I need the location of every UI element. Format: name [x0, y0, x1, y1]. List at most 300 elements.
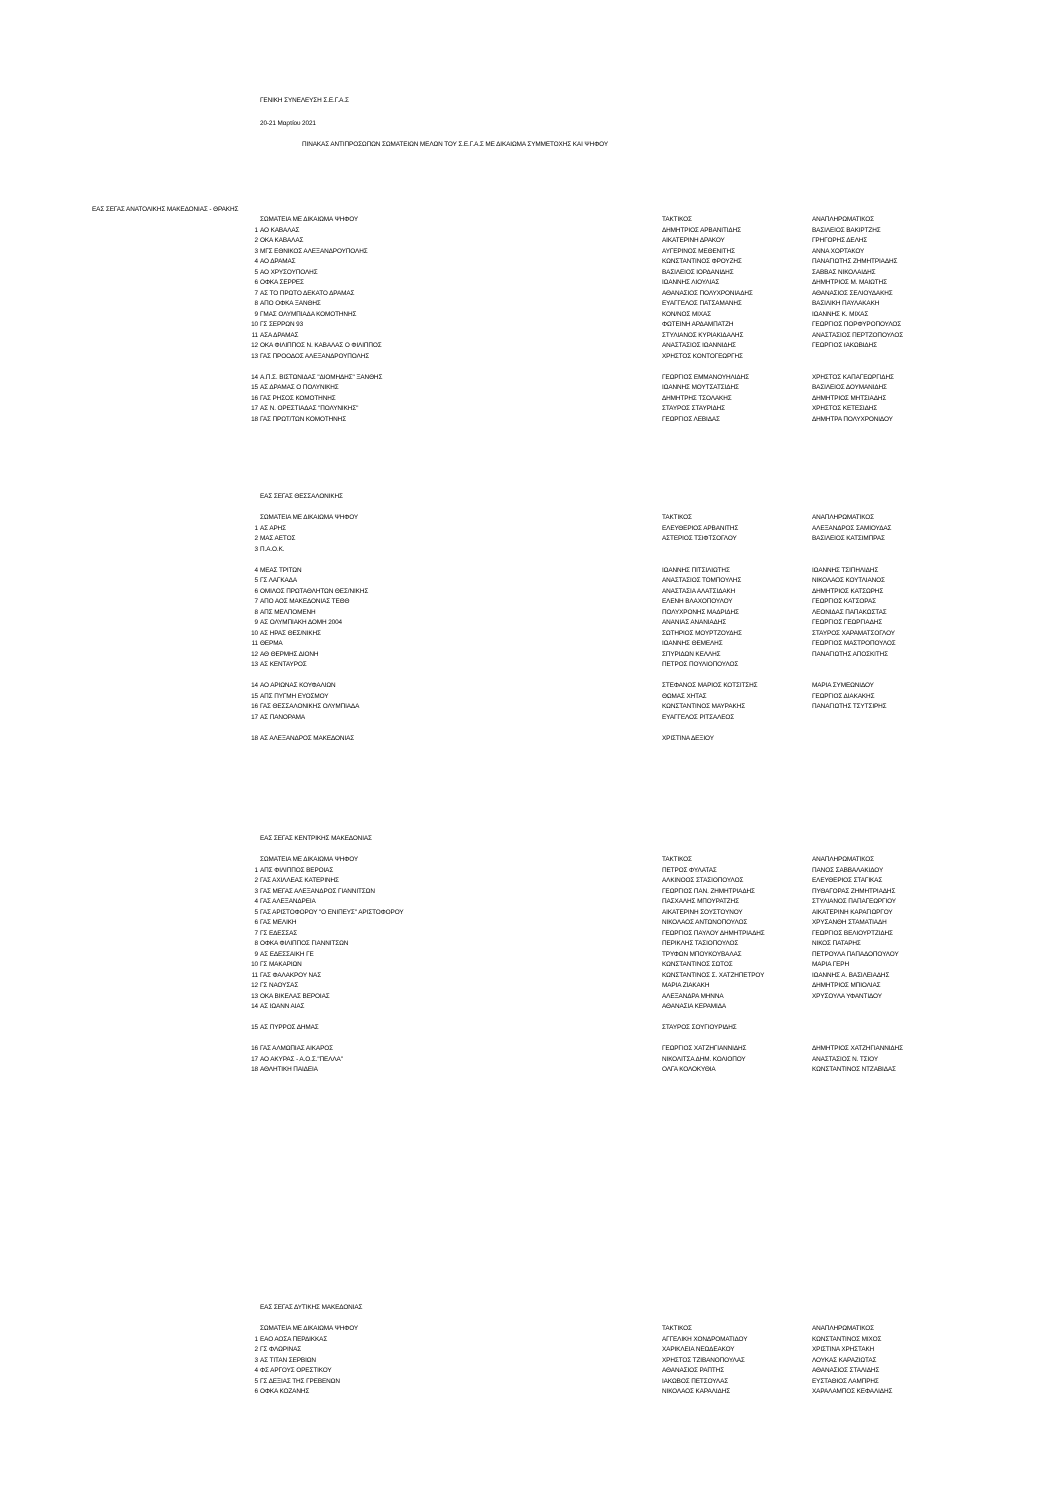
row-number: 1	[254, 524, 258, 532]
table-row	[0, 1358, 1058, 1367]
column-header-club: ΣΩΜΑΤΕΙΑ ΜΕ ΔΙΚΑΙΩΜΑ ΨΗΦΟΥ	[260, 514, 359, 521]
representative-name: ΕΥΑΓΓΕΛΟΣ ΡΙΤΣΑΛΕΟΣ	[662, 713, 735, 721]
alternate-name: ΣΑΒΒΑΣ ΝΙΚΟΛΑΙΔΗΣ	[812, 268, 876, 276]
table-row	[0, 652, 1058, 661]
representative-name: ΓΕΩΡΓΙΟΣ ΠΑΥΛΟΥ ΔΗΜΗΤΡΙΑΔΗΣ	[662, 929, 765, 937]
table-row	[0, 406, 1058, 415]
representative-name: ΕΛΕΝΗ ΒΛΑΧΟΠΟΥΛΟΥ	[662, 598, 733, 605]
table-row	[0, 228, 1058, 237]
representative-name: ΑΓΓΕΛΙΚΗ ΧΟΝΔΡΟΜΑΤΙΔΟΥ	[662, 1335, 748, 1343]
club-name: ΓΑΣ ΡΗΣΟΣ ΚΟΜΟΤΗΝΗΣ	[260, 394, 336, 402]
row-number: 6	[254, 587, 258, 595]
club-name: ΦΣ ΑΡΓΟΥΣ ΟΡΕΣΤΙΚΟΥ	[260, 1367, 332, 1374]
table-row	[0, 1379, 1058, 1388]
row-number: 13	[251, 992, 258, 1000]
club-name: ΑΟ ΑΡΙΩΝΑΣ ΚΟΥΦΑΛΙΩΝ	[260, 682, 336, 689]
table-row	[0, 280, 1058, 289]
row-number: 17	[251, 405, 258, 412]
row-number: 9	[254, 950, 258, 958]
table-row	[0, 270, 1058, 279]
club-name: ΟΚΑ ΒΙΚΕΛΑΣ ΒΕΡΟΙΑΣ	[260, 992, 330, 1000]
club-name: ΑΣ ΑΛΕΞΑΝΔΡΟΣ ΜΑΚΕΔΟΝΙΑΣ	[260, 734, 355, 742]
table-row	[0, 578, 1058, 587]
club-name: ΑΣ ΤΙΤΑΝ ΣΕΡΒΙΩΝ	[260, 1356, 316, 1364]
alternate-name: ΕΛΕΥΘΕΡΙΟΣ ΣΤΑΓΙΚΑΣ	[812, 877, 883, 884]
alternate-name: ΙΩΑΝΝΗΣ Α. ΒΑΣΙΛΕΙΑΔΗΣ	[812, 971, 890, 979]
row-number: 16	[251, 1045, 258, 1052]
alternate-name: ΒΑΣΙΛΙΚΗ ΠΑΥΛΑΚΑΚΗ	[812, 300, 880, 307]
row-number: 8	[254, 300, 258, 307]
row-number: 3	[254, 887, 258, 895]
alternate-name: ΑΘΑΝΑΣΙΟΣ ΣΕΛΙΟΥΔΑΚΗΣ	[812, 289, 893, 297]
representative-name: ΓΕΩΡΓΙΟΣ ΕΜΜΑΝΟΥΗΛΙΔΗΣ	[662, 373, 749, 381]
table-row	[0, 568, 1058, 577]
club-name: ΓΣ ΝΑΟΥΣΑΣ	[260, 982, 299, 989]
column-header-rep: ΤΑΚΤΙΚΟΣ	[662, 856, 692, 863]
club-name: ΕΑΟ ΑΟΣΑ ΠΕΡΔΙΚΚΑΣ	[260, 1335, 328, 1343]
row-number: 4	[254, 1367, 258, 1374]
row-number: 6	[254, 279, 258, 286]
row-number: 5	[254, 1377, 258, 1385]
club-name: ΓΣ ΦΛΩΡΙΝΑΣ	[260, 1346, 302, 1353]
row-number: 9	[254, 619, 258, 626]
alternate-name: ΝΙΚΟΛΑΟΣ ΚΟΥΤΛΙΑΝΟΣ	[812, 577, 885, 584]
alternate-name: ΓΕΩΡΓΙΟΣ ΠΟΡΦΥΡΟΠΟΥΛΟΣ	[812, 321, 902, 328]
representative-name: ΠΑΣΧΑΛΗΣ ΜΠΟΥΡΑΤΖΗΣ	[662, 898, 739, 905]
representative-name: ΣΩΤΗΡΙΟΣ ΜΟΥΡΤΖΟΥΔΗΣ	[662, 629, 742, 637]
club-name: ΑΟ ΑΚΥΡΑΣ - Α.Ο.Σ."ΠΕΛΛΑ"	[260, 1055, 343, 1063]
row-number: 13	[251, 352, 258, 360]
table-row	[0, 1004, 1058, 1013]
representative-name: ΙΩΑΝΝΗΣ ΜΟΥΤΣΑΤΣΙΔΗΣ	[662, 384, 739, 391]
row-number: 8	[254, 608, 258, 616]
table-row	[0, 1057, 1058, 1066]
table-row	[0, 249, 1058, 258]
row-number: 13	[251, 661, 258, 668]
table-row	[0, 1389, 1058, 1398]
table-row	[0, 301, 1058, 310]
representative-name: ΤΡΥΦΩΝ ΜΠΟΥΚΟΥΒΑΛΑΣ	[662, 950, 742, 958]
club-name: ΟΦΚΑ ΣΕΡΡΕΣ	[260, 279, 304, 286]
club-name: ΑΠΟ ΑΟΣ ΜΑΚΕΔΟΝΙΑΣ ΤΕΘΘ	[260, 598, 350, 605]
row-number: 12	[251, 650, 258, 658]
table-row	[0, 396, 1058, 405]
alternate-name: ΔΗΜΗΤΡΙΟΣ ΚΑΤΣΩΡΗΣ	[812, 587, 884, 595]
section-title: ΕΑΣ ΣΕΓΑΣ ΑΝΑΤΟΛΙΚΗΣ ΜΑΚΕΔΟΝΙΑΣ - ΘΡΑΚΗΣ	[92, 206, 239, 213]
representative-name: ΔΗΜΗΤΡΗΣ ΤΣΟΛΑΚΗΣ	[662, 394, 732, 402]
table-row	[0, 952, 1058, 961]
representative-name: ΧΡΗΣΤΟΣ ΚΟΝΤΟΓΕΩΡΓΗΣ	[662, 352, 743, 360]
column-header-rep: ΤΑΚΤΙΚΟΣ	[662, 514, 692, 521]
table-row	[0, 704, 1058, 713]
club-name: ΑΠΣ ΠΥΓΜΗ ΕΥΟΣΜΟΥ	[260, 692, 329, 700]
representative-name: ΔΗΜΗΤΡΙΟΣ ΑΡΒΑΝΙΤΙΔΗΣ	[662, 226, 741, 234]
club-name: ΑΣ Ν. ΟΡΕΣΤΙΑΔΑΣ "ΠΟΛΥΝΙΚΗΣ"	[260, 405, 359, 412]
representative-name: ΒΑΣΙΛΕΙΟΣ ΙΟΡΔΑΝΙΔΗΣ	[662, 268, 734, 276]
table-row	[0, 589, 1058, 598]
row-number: 14	[251, 1003, 258, 1010]
club-name: ΓΣ ΔΕΞΙΑΣ ΤΗΣ ΓΡΕΒΕΝΩΝ	[260, 1377, 340, 1385]
alternate-name: ΑΝΝΑ ΧΟΡΤΑΚΟΥ	[812, 247, 865, 255]
club-name: ΓΣ ΛΑΓΚΑΔΑ	[260, 577, 298, 584]
alternate-name: ΧΡΗΣΤΟΣ ΚΕΤΕΣΙΔΗΣ	[812, 405, 878, 412]
table-row	[0, 599, 1058, 608]
alternate-name: ΧΡΥΣΟΥΛΑ ΥΦΑΝΤΙΔΟΥ	[812, 992, 882, 1000]
club-name: ΓΑΣ ΘΕΣΣΑΛΟΝΙΚΗΣ ΟΛΥΜΠΙΑΔΑ	[260, 703, 360, 710]
table-row	[0, 962, 1058, 971]
row-number: 11	[251, 331, 258, 339]
alternate-name: ΓΡΗΓΟΡΗΣ ΔΕΛΗΣ	[812, 237, 868, 244]
club-name: ΓΑΣ ΜΕΛΙΚΗ	[260, 919, 297, 926]
representative-name: ΝΙΚΟΛΙΤΣΑ ΔΗΜ. ΚΟΛΙΟΠΟΥ	[662, 1055, 746, 1063]
column-header-alt: ΑΝΑΠΛΗΡΩΜΑΤΙΚΟΣ	[812, 216, 874, 223]
club-name: ΑΟ ΧΡΥΣΟΥΠΟΛΗΣ	[260, 268, 318, 276]
row-number: 17	[251, 713, 258, 721]
club-name: ΑΣ ΕΔΕΣΣΑΙΚΗ ΓΕ	[260, 950, 314, 958]
club-name: ΓΜΑΣ ΟΛΥΜΠΙΑΔΑ ΚΟΜΟΤΗΝΗΣ	[260, 310, 357, 318]
club-name: ΑΣ ΟΛΥΜΠΙΑΚΗ ΔΟΜΗ 2004	[260, 619, 343, 626]
column-header-rep: ΤΑΚΤΙΚΟΣ	[662, 216, 692, 223]
representative-name: ΠΟΛΥΧΡΟΝΗΣ ΜΑΔΡΙΔΗΣ	[662, 608, 739, 616]
club-name: ΑΣ ΗΡΑΣ ΘΕΣ/ΝΙΚΗΣ	[260, 629, 321, 637]
club-name: ΓΑΣ ΦΑΛΑΚΡΟΥ ΝΑΣ	[260, 971, 322, 979]
row-number: 2	[254, 237, 258, 244]
representative-name: ΦΩΤΕΙΝΗ ΑΡΔΑΜΠΑΤΖΗ	[662, 321, 734, 328]
alternate-name: ΠΥΘΑΓΟΡΑΣ ΖΗΜΗΤΡΙΑΔΗΣ	[812, 887, 896, 895]
column-header-alt: ΑΝΑΠΛΗΡΩΜΑΤΙΚΟΣ	[812, 856, 874, 863]
alternate-name: ΚΩΝΣΤΑΝΤΙΝΟΣ ΝΤΖΑΒΙΔΑΣ	[812, 1066, 896, 1073]
row-number: 1	[254, 866, 258, 874]
representative-name: ΑΙΚΑΤΕΡΙΝΗ ΣΟΥΣΤΟΥΝΟΥ	[662, 908, 743, 916]
row-number: 1	[254, 226, 258, 234]
representative-name: ΑΝΑΣΤΑΣΙΟΣ ΤΟΜΠΟΥΛΗΣ	[662, 577, 742, 584]
alternate-name: ΠΕΤΡΟΥΛΑ ΠΑΠΑΔΟΠΟΥΛΟΥ	[812, 950, 899, 958]
alternate-name: ΔΗΜΗΤΡΑ ΠΟΛΥΧΡΟΝΙΔΟΥ	[812, 415, 893, 423]
alternate-name: ΚΩΝΣΤΑΝΤΙΝΟΣ ΜΙΧΟΣ	[812, 1335, 882, 1343]
row-number: 6	[254, 919, 258, 926]
alternate-name: ΓΕΩΡΓΙΟΣ ΔΙΑΚΑΚΗΣ	[812, 692, 875, 700]
row-number: 3	[254, 247, 258, 255]
section-title: ΕΑΣ ΣΕΓΑΣ ΚΕΝΤΡΙΚΗΣ ΜΑΚΕΔΟΝΙΑΣ	[260, 835, 372, 842]
row-number: 11	[251, 640, 258, 647]
alternate-name: ΧΡΥΣΑΝΘΗ ΣΤΑΜΑΤΙΑΔΗ	[812, 919, 887, 926]
column-header-row	[0, 1326, 1058, 1335]
table-row	[0, 983, 1058, 992]
table-row	[0, 920, 1058, 929]
alternate-name: ΒΑΣΙΛΕΙΟΣ ΚΑΤΣΙΜΠΡΑΣ	[812, 535, 885, 542]
table-row	[0, 375, 1058, 384]
row-number: 7	[254, 929, 258, 937]
row-number: 10	[251, 961, 258, 968]
table-row	[0, 910, 1058, 919]
representative-name: ΑΝΑΝΙΑΣ ΑΝΑΝΙΑΔΗΣ	[662, 619, 727, 626]
representative-name: ΓΕΩΡΓΙΟΣ ΛΕΒΙΔΑΣ	[662, 415, 720, 423]
club-name: ΓΑΣ ΑΛΕΞΑΝΔΡΕΙΑ	[260, 898, 316, 905]
table-row	[0, 1067, 1058, 1076]
representative-name: ΣΤΑΥΡΟΣ ΣΟΥΓΙΟΥΡΙΔΗΣ	[662, 1024, 737, 1031]
table-row	[0, 526, 1058, 535]
table-row	[0, 878, 1058, 887]
alternate-name: ΛΕΟΝΙΔΑΣ ΠΑΠΑΚΩΣΤΑΣ	[812, 608, 887, 616]
club-name: ΓΑΣ ΜΕΓΑΣ ΑΛΕΞΑΝΔΡΟΣ ΓΙΑΝΝΙΤΣΩΝ	[260, 887, 375, 895]
alternate-name: ΠΑΝΟΣ ΣΑΒΒΑΛΑΚΙΔΟΥ	[812, 866, 884, 874]
row-number: 5	[254, 268, 258, 276]
alternate-name: ΜΑΡΙΑ ΣΥΜΕΩΝΙΔΟΥ	[812, 682, 874, 689]
alternate-name: ΛΟΥΚΑΣ ΚΑΡΑΖΙΩΤΑΣ	[812, 1356, 877, 1364]
representative-name: ΑΘΑΝΑΣΙΟΣ ΡΑΠΤΗΣ	[662, 1367, 725, 1374]
row-number: 15	[251, 1024, 258, 1031]
table-row	[0, 662, 1058, 671]
club-name: ΟΦΚΑ ΚΟΖΑΝΗΣ	[260, 1388, 310, 1395]
representative-name: ΘΩΜΑΣ ΧΗΤΑΣ	[662, 692, 707, 700]
row-number: 14	[251, 682, 258, 689]
alternate-name: ΔΗΜΗΤΡΙΟΣ ΜΠΙΟΛΙΑΣ	[812, 982, 881, 989]
column-header-club: ΣΩΜΑΤΕΙΑ ΜΕ ΔΙΚΑΙΩΜΑ ΨΗΦΟΥ	[260, 856, 359, 863]
alternate-name: ΑΝΑΣΤΑΣΙΟΣ ΠΕΡΤΖΟΠΟΥΛΟΣ	[812, 331, 904, 339]
club-name: ΓΑΣ ΑΧΙΛΛΕΑΣ ΚΑΤΕΡΙΝΗΣ	[260, 877, 339, 884]
representative-name: ΧΡΗΣΤΟΣ ΤΖΙΒΑΝΟΠΟΥΛΑΣ	[662, 1356, 745, 1364]
column-header-row	[0, 217, 1058, 226]
alternate-name: ΓΕΩΡΓΙΟΣ ΙΑΚΩΒΙΔΗΣ	[812, 342, 877, 349]
representative-name: ΠΕΤΡΟΣ ΠΟΥΛΙΟΠΟΥΛΟΣ	[662, 661, 739, 668]
representative-name: ΣΠΥΡΙΔΩΝ ΚΕΛΛΗΣ	[662, 650, 721, 658]
row-number: 3	[254, 1356, 258, 1364]
row-number: 18	[251, 1066, 258, 1073]
alternate-name: ΝΙΚΟΣ ΠΑΤΑΡΗΣ	[812, 940, 861, 947]
table-row	[0, 631, 1058, 640]
table-row	[0, 1337, 1058, 1346]
club-name: ΑΣ ΙΩΑΝΝ ΑΙΑΣ	[260, 1003, 305, 1010]
row-number: 11	[251, 971, 258, 979]
alternate-name: ΑΝΑΣΤΑΣΙΟΣ Ν. ΤΣΙΟΥ	[812, 1055, 879, 1063]
representative-name: ΠΕΤΡΟΣ ΦΥΛΑΤΑΣ	[662, 866, 717, 874]
alternate-name: ΜΑΡΙΑ ΓΕΡΗ	[812, 961, 849, 968]
representative-name: ΕΛΕΥΘΕΡΙΟΣ ΑΡΒΑΝΙΤΗΣ	[662, 524, 739, 532]
representative-name: ΝΙΚΟΛΑΟΣ ΚΑΡΑΛΙΔΗΣ	[662, 1388, 731, 1395]
club-name: Α.Π.Σ. ΒΙΣΤΩΝΙΔΑΣ "ΔΙΟΜΗΔΗΣ" ΞΑΝΘΗΣ	[260, 373, 383, 381]
table-title: ΠΙΝΑΚΑΣ ΑΝΤΙΠΡΟΣΩΠΩΝ ΣΩΜΑΤΕΙΩΝ ΜΕΛΩΝ ΤΟΥ Σ.Ε.Γ.Α.Σ ΜΕ ΔΙΚΑΙΩΜΑ ΣΥΜΜΕΤΟΧΗΣ ΚΑΙ ΨΗΦΟΥ	[302, 141, 609, 148]
table-row	[0, 536, 1058, 545]
table-row	[0, 259, 1058, 268]
row-number: 17	[251, 1055, 258, 1063]
row-number: 4	[254, 898, 258, 905]
row-number: 16	[251, 394, 258, 402]
alternate-name: ΙΩΑΝΝΗΣ Κ. ΜΙΧΑΣ	[812, 310, 869, 318]
row-number: 2	[254, 535, 258, 542]
representative-name: ΧΑΡΙΚΛΕΙΑ ΝΕΩΔΕΑΚΟΥ	[662, 1346, 735, 1353]
table-row	[0, 994, 1058, 1003]
table-row	[0, 343, 1058, 352]
table-row	[0, 931, 1058, 940]
table-row	[0, 620, 1058, 629]
representative-name: ΑΝΑΣΤΑΣΙΑ ΑΛΑΤΣΙΔΑΚΗ	[662, 587, 736, 595]
table-row	[0, 1368, 1058, 1377]
club-name: ΘΕΡΜΑ	[260, 640, 283, 647]
representative-name: ΑΣΤΕΡΙΟΣ ΤΣΙΦΤΣΟΓΛΟΥ	[662, 535, 737, 542]
row-number: 9	[254, 310, 258, 318]
row-number: 6	[254, 1388, 258, 1395]
alternate-name: ΠΑΝΑΓΙΩΤΗΣ ΑΠΟΣΚΙΤΗΣ	[812, 650, 889, 658]
alternate-name: ΓΕΩΡΓΙΟΣ ΚΑΤΣΟΡΑΣ	[812, 598, 876, 605]
table-row	[0, 641, 1058, 650]
row-number: 18	[251, 734, 258, 742]
alternate-name: ΣΤΥΛΙΑΝΟΣ ΠΑΠΑΓΕΩΡΓΙΟΥ	[812, 898, 896, 905]
row-number: 5	[254, 577, 258, 584]
table-row	[0, 1025, 1058, 1034]
club-name: ΑΣ ΚΕΝΤΑΥΡΟΣ	[260, 661, 307, 668]
club-name: ΑΣ ΤΟ ΠΡΩΤΟ ΔΕΚΑΤΟ ΔΡΑΜΑΣ	[260, 289, 355, 297]
representative-name: ΟΛΓΑ ΚΟΛΟΚΥΘΙΑ	[662, 1066, 716, 1073]
alternate-name: ΑΙΚΑΤΕΡΙΝΗ ΚΑΡΑΓΙΩΡΓΟΥ	[812, 908, 893, 916]
representative-name: ΓΕΩΡΓΙΟΣ ΠΑΝ. ΖΗΜΗΤΡΙΑΔΗΣ	[662, 887, 755, 895]
club-name: ΑΘΛΗΤΙΚΗ ΠΑΙΔΕΙΑ	[260, 1066, 318, 1073]
table-row	[0, 238, 1058, 247]
club-name: ΟΦΚΑ ΦΙΛΙΠΠΟΣ ΓΙΑΝΝΙΤΣΩΝ	[260, 940, 349, 947]
club-name: ΟΚΑ ΚΑΒΑΛΑΣ	[260, 237, 304, 244]
representative-name: ΝΙΚΟΛΑΟΣ ΑΝΤΩΝΟΠΟΥΛΟΣ	[662, 919, 748, 926]
representative-name: ΙΩΑΝΝΗΣ ΠΙΤΣΙΛΙΩΤΗΣ	[662, 566, 730, 574]
alternate-name: ΓΕΩΡΓΙΟΣ ΒΕΛΙΟΥΡΤΖΙΔΗΣ	[812, 929, 893, 937]
table-row	[0, 385, 1058, 394]
table-row	[0, 547, 1058, 556]
club-name: ΑΟ ΔΡΑΜΑΣ	[260, 258, 296, 265]
column-header-club: ΣΩΜΑΤΕΙΑ ΜΕ ΔΙΚΑΙΩΜΑ ΨΗΦΟΥ	[260, 1325, 359, 1332]
club-name: ΑΣ ΑΡΗΣ	[260, 524, 287, 532]
representative-name: ΑΘΑΝΑΣΙΑ ΚΕΡΑΜΙΔΑ	[662, 1003, 727, 1010]
row-number: 10	[251, 321, 258, 328]
club-name: ΑΠΟ ΟΦΚΑ ΞΑΝΘΗΣ	[260, 300, 321, 307]
alternate-name: ΒΑΣΙΛΕΙΟΣ ΔΟΥΜΑΝΙΔΗΣ	[812, 384, 887, 391]
row-number: 2	[254, 877, 258, 884]
section-title: ΕΑΣ ΣΕΓΑΣ ΔΥΤΙΚΗΣ ΜΑΚΕΔΟΝΙΑΣ	[260, 1304, 363, 1311]
alternate-name: ΠΑΝΑΓΙΩΤΗΣ ΤΣΥΤΣΙΡΗΣ	[812, 703, 887, 710]
alternate-name: ΒΑΣΙΛΕΙΟΣ ΒΑΚΙΡΤΖΗΣ	[812, 226, 881, 234]
representative-name: ΓΕΩΡΓΙΟΣ ΧΑΤΖΗΓΙΑΝΝΙΔΗΣ	[662, 1045, 747, 1052]
table-row	[0, 322, 1058, 331]
alternate-name: ΧΑΡΑΛΑΜΠΟΣ ΚΕΦΑΛΙΔΗΣ	[812, 1388, 893, 1395]
club-name: ΑΠΣ ΜΕΛΠΟΜΕΝΗ	[260, 608, 316, 616]
table-row	[0, 941, 1058, 950]
representative-name: ΠΕΡΙΚΛΗΣ ΤΑΣΙΟΠΟΥΛΟΣ	[662, 940, 739, 947]
table-row	[0, 973, 1058, 982]
representative-name: ΣΤΕΦΑΝΟΣ ΜΑΡΙΟΣ ΚΟΤΣΙΤΣΗΣ	[662, 682, 758, 689]
representative-name: ΣΤΥΛΙΑΝΟΣ ΚΥΡΙΑΚΙΔΑΛΗΣ	[662, 331, 744, 339]
alternate-name: ΔΗΜΗΤΡΙΟΣ Μ. ΜΑΙΩΤΗΣ	[812, 279, 887, 286]
club-name: ΓΑΣ ΑΡΙΣΤΟΦΟΡΟΥ "Ο ΕΝΙΠΕΥΣ" ΑΡΙΣΤΟΦΟΡΟΥ	[260, 908, 404, 916]
alternate-name: ΕΥΣΤΑΘΙΟΣ ΛΑΜΠΡΗΣ	[812, 1377, 879, 1385]
representative-name: ΜΑΡΙΑ ΖΙΑΚΑΚΗ	[662, 982, 710, 989]
club-name: ΟΚΑ ΦΙΛΙΠΠΟΣ Ν. ΚΑΒΑΛΑΣ Ο ΦΙΛΙΠΠΟΣ	[260, 342, 382, 349]
row-number: 12	[251, 982, 258, 989]
table-row	[0, 683, 1058, 692]
club-name: ΜΓΣ ΕΘΝΙΚΟΣ ΑΛΕΞΑΝΔΡΟΥΠΟΛΗΣ	[260, 247, 368, 255]
row-number: 7	[254, 598, 258, 605]
club-name: ΑΣ ΔΡΑΜΑΣ Ο ΠΟΛΥΝΙΚΗΣ	[260, 384, 339, 391]
column-header-rep: ΤΑΚΤΙΚΟΣ	[662, 1325, 692, 1332]
club-name: ΑΣ ΠΑΝΟΡΑΜΑ	[260, 713, 305, 721]
table-row	[0, 736, 1058, 745]
table-row	[0, 312, 1058, 321]
club-name: ΑΣΑ ΔΡΑΜΑΣ	[260, 331, 299, 339]
row-number: 10	[251, 629, 258, 637]
table-row	[0, 899, 1058, 908]
row-number: 5	[254, 908, 258, 916]
row-number: 14	[251, 373, 258, 381]
alternate-name: ΙΩΑΝΝΗΣ ΤΣΙΠΗΛΙΔΗΣ	[812, 566, 879, 574]
column-header-row	[0, 857, 1058, 866]
representative-name: ΙΑΚΩΒΟΣ ΠΕΤΣΟΥΛΑΣ	[662, 1377, 729, 1385]
table-row	[0, 868, 1058, 877]
table-row	[0, 610, 1058, 619]
meeting-date: 20-21 Μαρτίου 2021	[260, 120, 316, 127]
row-number: 7	[254, 289, 258, 297]
club-name: ΑΘ ΘΕΡΜΗΣ ΔΙΟΝΗ	[260, 650, 319, 658]
row-number: 3	[254, 545, 258, 553]
club-name: Π.Α.Ο.Κ.	[260, 545, 285, 553]
representative-name: ΚΟΝ/ΝΟΣ ΜΙΧΑΣ	[662, 310, 712, 318]
table-row	[0, 694, 1058, 703]
representative-name: ΣΤΑΥΡΟΣ ΣΤΑΥΡΙΔΗΣ	[662, 405, 725, 412]
table-row	[0, 715, 1058, 724]
column-header-row	[0, 515, 1058, 524]
alternate-name: ΔΗΜΗΤΡΙΟΣ ΧΑΤΖΗΓΙΑΝΝΙΔΗΣ	[812, 1045, 903, 1052]
club-name: ΓΑΣ ΠΡΩΤ/ΤΩΝ ΚΟΜΟΤΗΝΗΣ	[260, 415, 347, 423]
row-number: 18	[251, 415, 258, 423]
representative-name: ΑΙΚΑΤΕΡΙΝΗ ΔΡΑΚΟΥ	[662, 237, 725, 244]
club-name: ΓΑΣ ΑΛΜΩΠΙΑΣ ΑΙΚΑΡΟΣ	[260, 1045, 333, 1052]
alternate-name: ΣΤΑΥΡΟΣ ΧΑΡΑΜΑΤΣΟΓΛΟΥ	[812, 629, 895, 637]
table-row	[0, 889, 1058, 898]
representative-name: ΑΘΑΝΑΣΙΟΣ ΠΟΛΥΧΡΟΝΙΑΔΗΣ	[662, 289, 753, 297]
table-row	[0, 1347, 1058, 1356]
meeting-title: ΓΕΝΙΚΗ ΣΥΝΕΛΕΥΣΗ Σ.Ε.Γ.Α.Σ	[260, 97, 349, 104]
representative-name: ΕΥΑΓΓΕΛΟΣ ΠΑΤΣΑΜΑΝΗΣ	[662, 300, 742, 307]
representative-name: ΚΩΝΣΤΑΝΤΙΝΟΣ Σ. ΧΑΤΖΗΠΕΤΡΟΥ	[662, 971, 765, 979]
club-name: ΑΣ ΠΥΡΡΟΣ ΔΗΜΑΣ	[260, 1024, 319, 1031]
club-name: ΓΑΣ ΠΡΟΟΔΟΣ ΑΛΕΞΑΝΔΡΟΥΠΟΛΗΣ	[260, 352, 370, 360]
alternate-name: ΓΕΩΡΓΙΟΣ ΓΕΩΡΓΙΑΔΗΣ	[812, 619, 883, 626]
row-number: 8	[254, 940, 258, 947]
representative-name: ΙΩΑΝΝΗΣ ΛΙΟΥΛΙΑΣ	[662, 279, 720, 286]
alternate-name: ΓΕΩΡΓΙΟΣ ΜΑΣΤΡΟΠΟΥΛΟΣ	[812, 640, 896, 647]
representative-name: ΙΩΑΝΝΗΣ ΘΕΜΕΛΗΣ	[662, 640, 723, 647]
club-name: ΜΕΑΣ ΤΡΙΤΩΝ	[260, 566, 302, 574]
club-name: ΟΜΙΛΟΣ ΠΡΩΤΑΘΛΗΤΩΝ ΘΕΣ/ΝΙΚΗΣ	[260, 587, 369, 595]
column-header-alt: ΑΝΑΠΛΗΡΩΜΑΤΙΚΟΣ	[812, 1325, 874, 1332]
club-name: ΑΟ ΚΑΒΑΛΑΣ	[260, 226, 300, 234]
alternate-name: ΧΡΙΣΤΙΝΑ ΧΡΗΣΤΑΚΗ	[812, 1346, 875, 1353]
row-number: 16	[251, 703, 258, 710]
row-number: 15	[251, 692, 258, 700]
alternate-name: ΠΑΝΑΓΙΩΤΗΣ ΖΗΜΗΤΡΙΑΔΗΣ	[812, 258, 898, 265]
club-name: ΑΠΣ ΦΙΛΙΠΠΟΣ ΒΕΡΟΙΑΣ	[260, 866, 334, 874]
representative-name: ΑΥΓΕΡΙΝΟΣ ΜΕΘΕΝΙΤΗΣ	[662, 247, 735, 255]
section-title: ΕΑΣ ΣΕΓΑΣ ΘΕΣΣΑΛΟΝΙΚΗΣ	[260, 493, 343, 500]
row-number: 4	[254, 258, 258, 265]
table-row	[0, 417, 1058, 426]
table-row	[0, 354, 1058, 363]
representative-name: ΑΝΑΣΤΑΣΙΟΣ ΙΩΑΝΝΙΔΗΣ	[662, 342, 736, 349]
representative-name: ΧΡΙΣΤΙΝΑ ΔΕΞΙΟΥ	[662, 734, 714, 742]
alternate-name: ΧΡΗΣΤΟΣ ΚΑΠΑΓΕΩΡΓΙΔΗΣ	[812, 373, 894, 381]
row-number: 15	[251, 384, 258, 391]
club-name: ΓΣ ΜΑΚΑΡΙΩΝ	[260, 961, 302, 968]
representative-name: ΚΩΝΣΤΑΝΤΙΝΟΣ ΦΡΟΥΖΗΣ	[662, 258, 742, 265]
club-name: ΓΣ ΕΔΕΣΣΑΣ	[260, 929, 298, 937]
representative-name: ΑΛΚΙΝΟΟΣ ΣΤΑΣΙΟΠΟΥΛΟΣ	[662, 877, 744, 884]
club-name: ΜΑΣ ΑΕΤΟΣ	[260, 535, 296, 542]
representative-name: ΚΩΝΣΤΑΝΤΙΝΟΣ ΣΩΤΟΣ	[662, 961, 733, 968]
